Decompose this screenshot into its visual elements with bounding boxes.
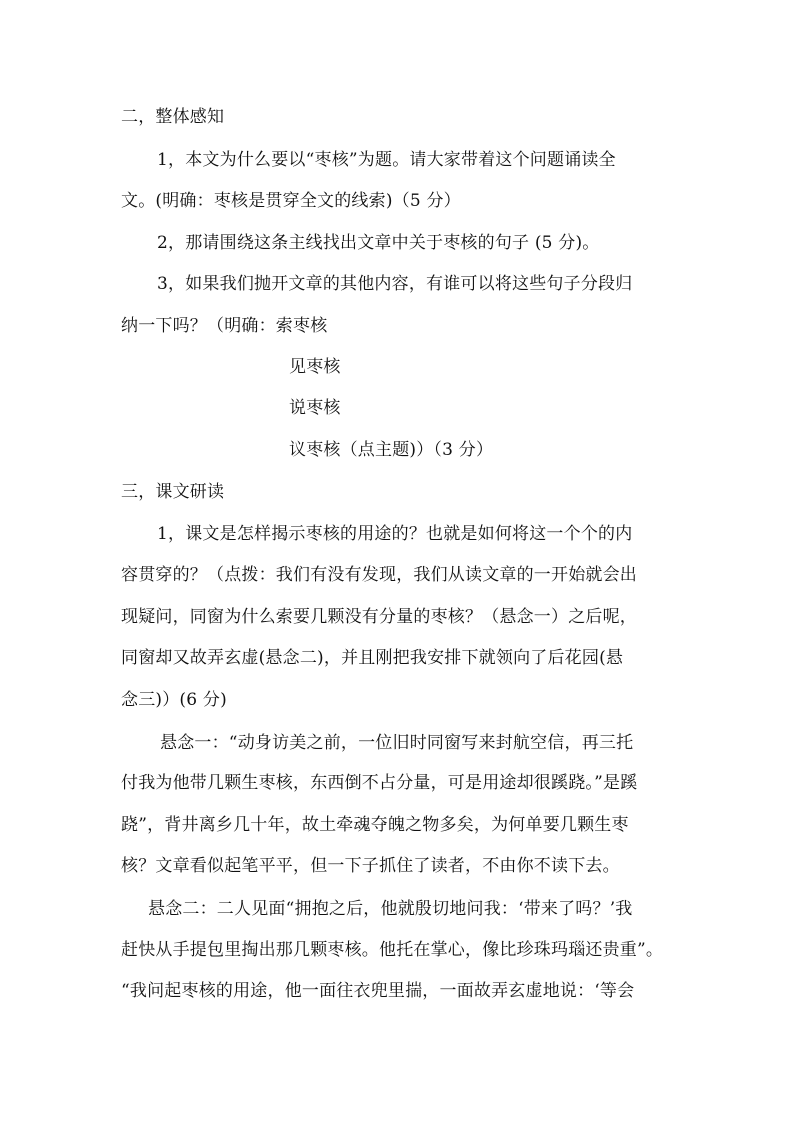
question1-line2: 文。(明确：枣核是贯穿全文的线索)（5 分）	[121, 191, 461, 211]
question1-line1: 1，本文为什么要以“枣核”为题。请大家带着这个问题诵读全	[157, 150, 616, 170]
question2: 2，那请围绕这条主线找出文章中关于枣核的句子 (5 分)。	[157, 233, 600, 253]
section2-heading: 二，整体感知	[121, 107, 225, 127]
section3-heading: 三，课文研读	[121, 482, 225, 502]
suspense1-line3: 跷”，背井离乡几十年，故土牵魂夺魄之物多矣，为何单要几颗生枣	[121, 815, 629, 835]
paragraph1-line4: 同窗却又故弄玄虚(悬念二)，并且刚把我安排下就领向了后花园(悬	[121, 648, 624, 668]
paragraph1-line1: 1，课文是怎样揭示枣核的用途的？也就是如何将这一个个的内	[157, 524, 633, 544]
paragraph1-line3: 现疑问，同窗为什么索要几颗没有分量的枣核？（悬念一）之后呢，	[121, 607, 637, 627]
suspense2-line2: 赶快从手提包里掏出那几颗枣核。他托在掌心，像比珍珠玛瑙还贵重”。	[121, 940, 664, 960]
paragraph1-line2: 容贯穿的？（点拨：我们有没有发现，我们从读文章的一开始就会出	[121, 565, 637, 585]
list-item: 说枣核	[289, 398, 341, 418]
question3-line2: 纳一下吗？（明确：索枣核	[121, 316, 328, 336]
suspense1-line4: 核？文章看似起笔平平，但一下子抓住了读者，不由你不读下去。	[121, 856, 620, 876]
suspense2-line3: “我问起枣核的用途，他一面往衣兜里揣，一面故弄玄虚地说：‘等会	[121, 981, 635, 1001]
paragraph1-line5: 念三)）(6 分)	[121, 690, 227, 710]
question3-line1: 3，如果我们抛开文章的其他内容，有谁可以将这些句子分段归	[157, 274, 633, 294]
list-item: 见枣核	[289, 357, 341, 377]
suspense2-line1: 悬念二：二人见面“拥抱之后，他就殷切地问我：‘带来了吗？’我	[148, 899, 633, 919]
suspense1-line2: 付我为他带几颗生枣核，东西倒不占分量，可是用途却很蹊跷。”是蹊	[121, 773, 638, 793]
suspense1-line1: 悬念一：“动身访美之前，一位旧时同窗写来封航空信，再三托	[160, 733, 634, 753]
list-item: 议枣核（点主题)）（3 分）	[289, 440, 494, 460]
